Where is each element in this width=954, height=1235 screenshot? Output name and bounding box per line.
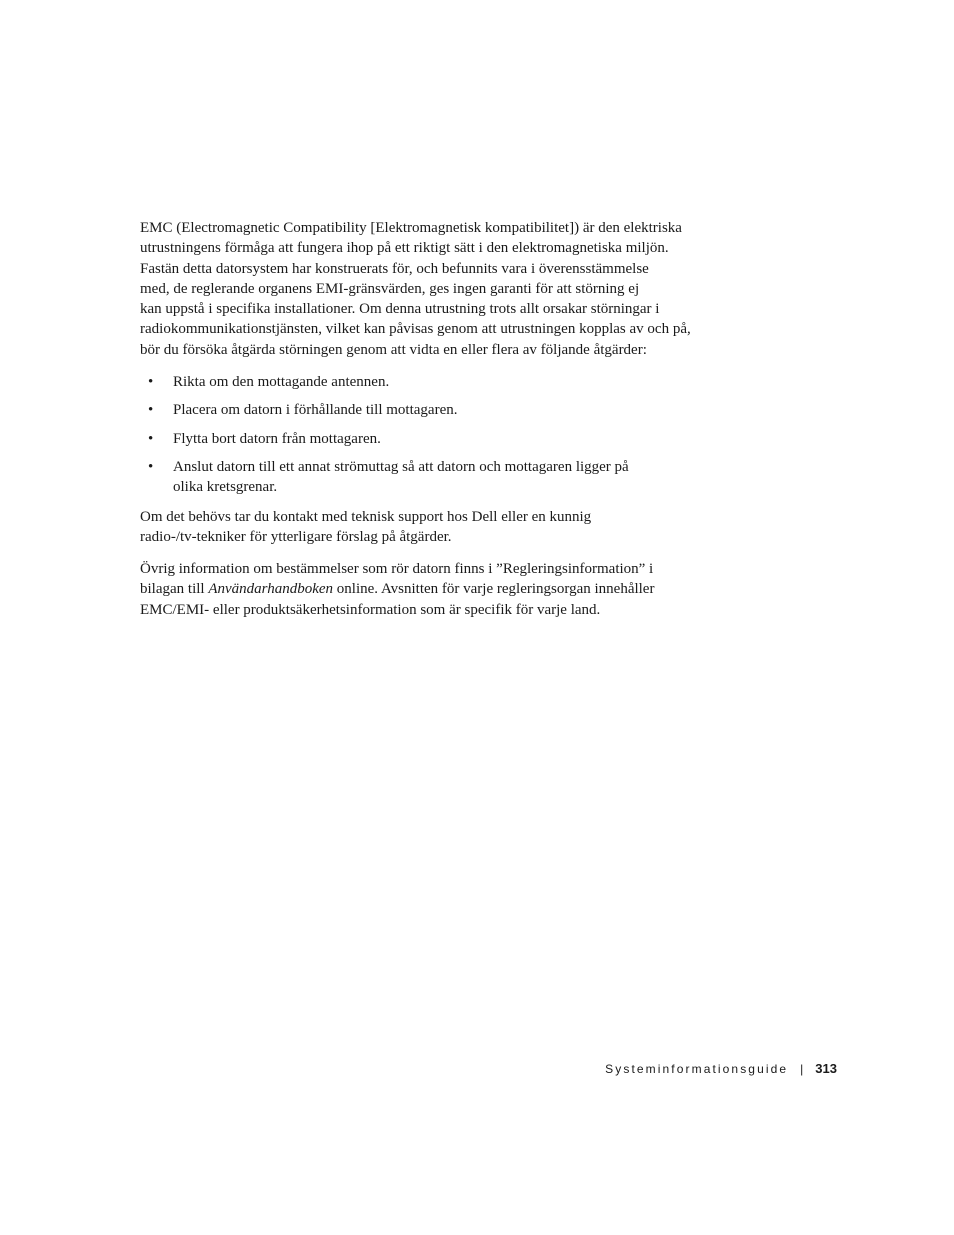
- list-item: [140, 372, 740, 392]
- text-line: kan uppstå i specifika installationer. Om denna utrustning trots allt orsakar störningar i: [140, 301, 660, 318]
- support-paragraph: [140, 507, 740, 548]
- page-number: 313: [815, 1061, 837, 1076]
- text-line: Övrig information om bestämmelser som rör datorn finns i ”Regleringsinformation” i: [140, 561, 654, 578]
- list-item-text: Flytta bort datorn från mottagaren.: [173, 430, 381, 447]
- text-line: [140, 579, 740, 599]
- text-line: bör du försöka åtgärda störningen genom att vidta en eller flera av följande åtgärder:: [140, 341, 647, 358]
- list-item-text: olika kretsgrenar.: [173, 479, 278, 496]
- text-line: med, de reglerande organens EMI-gränsvärden, ges ingen garanti för att störning ej: [140, 280, 640, 297]
- guide-title: Systeminformationsguide: [605, 1061, 789, 1076]
- list-item-text: Placera om datorn i förhållande till mottagaren.: [173, 402, 458, 419]
- list-item: [140, 457, 740, 498]
- remedy-list: [140, 372, 740, 497]
- page-footer: [605, 1061, 837, 1076]
- list-item: [140, 400, 740, 420]
- regulatory-info-paragraph: [140, 559, 740, 620]
- page-body: [140, 218, 740, 620]
- text-line: radio-/tv-tekniker för ytterligare förslag på åtgärder.: [140, 528, 452, 545]
- list-item: [140, 429, 740, 449]
- list-item-text: Rikta om den mottagande antennen.: [173, 374, 390, 391]
- bullet-icon: •: [148, 402, 154, 419]
- text-line: Om det behövs tar du kontakt med teknisk support hos Dell eller en kunnig: [140, 508, 592, 525]
- emc-paragraph: [140, 218, 740, 360]
- bullet-icon: •: [148, 458, 154, 475]
- bullet-icon: •: [148, 430, 154, 447]
- text-line: EMC (Electromagnetic Compatibility [Elektromagnetisk kompatibilitet]) är den elektriska: [140, 220, 682, 236]
- footer-separator: |: [800, 1061, 804, 1076]
- text-line: utrustningens förmåga att fungera ihop på ett riktigt sätt i den elektromagnetiska miljön.: [140, 240, 669, 257]
- text-line: EMC/EMI- eller produktsäkerhetsinformation som är specifik för varje land.: [140, 601, 601, 618]
- bullet-icon: •: [148, 374, 154, 391]
- text-line: Fastän detta datorsystem har konstruerats för, och befunnits vara i överensstämmelse: [140, 260, 649, 277]
- text-fragment: bilagan till: [140, 581, 209, 598]
- manual-title: Användarhandboken: [208, 581, 334, 598]
- text-fragment: online. Avsnitten för varje regleringsorgan innehåller: [333, 581, 655, 598]
- text-line: radiokommunikationstjänsten, vilket kan påvisas genom att utrustningen kopplas av och på,: [140, 321, 691, 338]
- list-item-text: Anslut datorn till ett annat strömuttag så att datorn och mottagaren ligger på: [173, 458, 629, 475]
